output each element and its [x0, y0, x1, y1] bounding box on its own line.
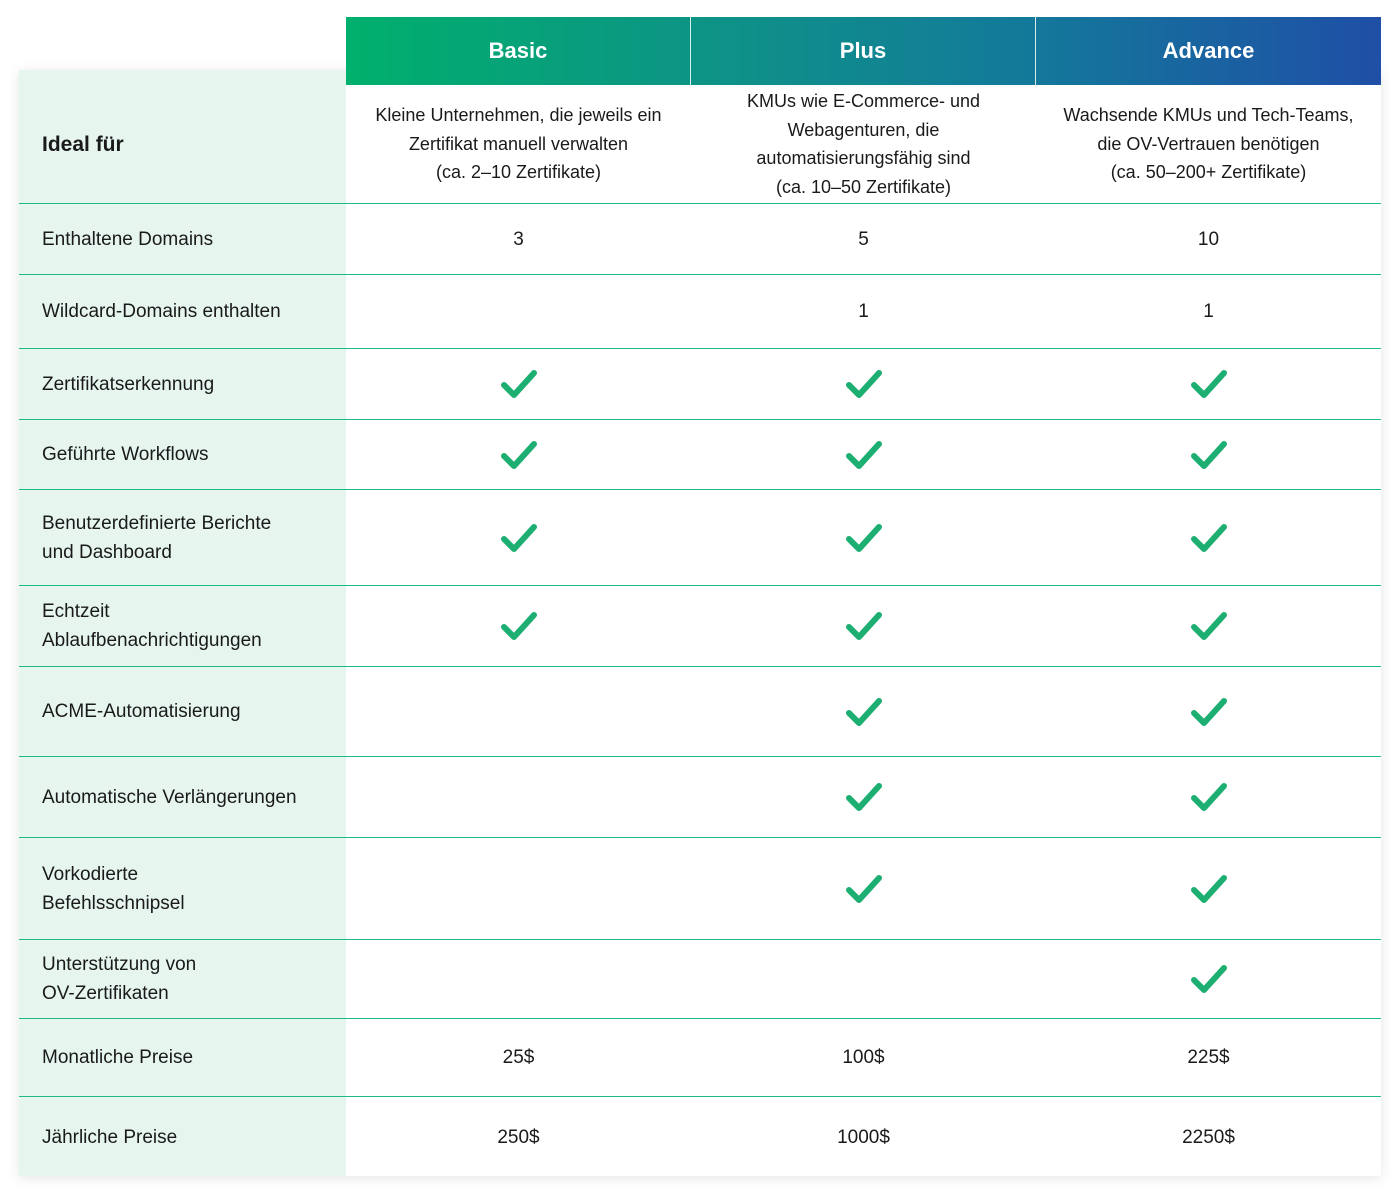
value-cell-advance: 225$ — [1187, 1047, 1230, 1068]
table-row — [19, 1096, 1381, 1177]
check-icon — [1190, 696, 1228, 728]
comparison-rows — [19, 85, 1381, 1177]
check-icon — [845, 781, 883, 813]
value-cell-advance — [1036, 349, 1381, 419]
value-cell-basic — [346, 349, 691, 419]
value-cell-plus — [691, 838, 1036, 939]
table-row — [19, 489, 1381, 585]
check-icon — [1190, 873, 1228, 905]
table-row — [19, 585, 1381, 666]
plan-header-advance: Advance — [1035, 17, 1381, 85]
value-cell-plus: 1 — [858, 301, 869, 322]
value-cell-advance — [1036, 757, 1381, 837]
feature-label: Automatische Verlängerungen — [42, 786, 297, 808]
value-cell-advance — [1036, 667, 1381, 756]
feature-label: Echtzeit Ablaufbenachrichtigungen — [42, 601, 262, 651]
value-cell-plus — [691, 940, 1036, 1018]
value-cell-advance: Wachsende KMUs und Tech-Teams, die OV-Vertrauen benötigen (ca. 50–200+ Zertifikate) — [1063, 105, 1354, 183]
check-icon — [1190, 610, 1228, 642]
check-icon — [1190, 781, 1228, 813]
value-cell-advance: 1 — [1203, 301, 1214, 322]
feature-label: Enthaltene Domains — [42, 228, 214, 250]
check-icon — [1190, 368, 1228, 400]
table-row — [19, 939, 1381, 1018]
table-row — [19, 1018, 1381, 1096]
value-cell-advance — [1036, 940, 1381, 1018]
value-cell-basic — [346, 275, 691, 348]
value-cell-basic — [346, 757, 691, 837]
value-cell-plus — [691, 349, 1036, 419]
table-row — [19, 203, 1381, 274]
value-cell-basic — [346, 838, 691, 939]
value-cell-basic — [346, 667, 691, 756]
value-cell-advance: 2250$ — [1182, 1126, 1235, 1148]
value-cell-advance — [1036, 586, 1381, 666]
value-cell-advance: 10 — [1197, 228, 1220, 250]
value-cell-plus: 100$ — [842, 1047, 885, 1068]
check-icon — [1190, 963, 1228, 995]
table-row — [19, 348, 1381, 419]
feature-label: ACME-Automatisierung — [42, 701, 241, 722]
check-icon — [845, 439, 883, 471]
check-icon — [845, 696, 883, 728]
plan-header — [346, 17, 1381, 85]
feature-label: Wildcard-Domains enthalten — [42, 301, 281, 322]
check-icon — [845, 873, 883, 905]
feature-label: Monatliche Preise — [42, 1047, 194, 1068]
value-cell-advance — [1036, 838, 1381, 939]
table-row — [19, 419, 1381, 489]
value-cell-basic: 250$ — [497, 1126, 540, 1148]
table-row — [19, 274, 1381, 348]
value-cell-plus: KMUs wie E-Commerce- und Webagenturen, die automatisierungsfähig sind (ca. 10–50 Zertifikate) — [746, 91, 981, 197]
feature-label: Jährliche Preise — [42, 1126, 178, 1148]
check-icon — [500, 522, 538, 554]
plan-header-plus: Plus — [690, 17, 1035, 85]
value-cell-plus: 1000$ — [837, 1126, 890, 1148]
value-cell-basic — [346, 586, 691, 666]
check-icon — [845, 522, 883, 554]
value-cell-basic: Kleine Unternehmen, die jeweils ein Zertifikat manuell verwalten (ca. 2–10 Zertifikate) — [375, 105, 662, 183]
table-row — [19, 837, 1381, 939]
check-icon — [500, 610, 538, 642]
value-cell-basic: 3 — [513, 228, 524, 250]
value-cell-advance — [1036, 490, 1381, 585]
value-cell-basic: 25$ — [502, 1047, 535, 1068]
feature-label: Geführte Workflows — [42, 444, 209, 465]
value-cell-basic — [346, 420, 691, 489]
value-cell-plus — [691, 667, 1036, 756]
plan-header-basic: Basic — [488, 38, 548, 63]
feature-label: Ideal für — [42, 132, 124, 156]
value-cell-plus — [691, 586, 1036, 666]
value-cell-basic — [346, 490, 691, 585]
table-row — [19, 756, 1381, 837]
value-cell-plus: 5 — [858, 228, 869, 250]
table-row — [19, 85, 1381, 203]
check-icon — [500, 439, 538, 471]
feature-label: Zertifikatserkennung — [42, 373, 215, 395]
value-cell-advance — [1036, 420, 1381, 489]
check-icon — [1190, 522, 1228, 554]
table-row — [19, 666, 1381, 756]
value-cell-plus — [691, 490, 1036, 585]
check-icon — [1190, 439, 1228, 471]
feature-label: Unterstützung von OV-Zertifikaten — [42, 954, 197, 1004]
check-icon — [845, 610, 883, 642]
check-icon — [845, 368, 883, 400]
value-cell-plus — [691, 757, 1036, 837]
value-cell-basic — [346, 940, 691, 1018]
feature-label: Vorkodierte Befehlsschnipsel — [42, 863, 185, 914]
check-icon — [500, 368, 538, 400]
value-cell-plus — [691, 420, 1036, 489]
feature-label: Benutzerdefinierte Berichte und Dashboard — [42, 512, 272, 563]
